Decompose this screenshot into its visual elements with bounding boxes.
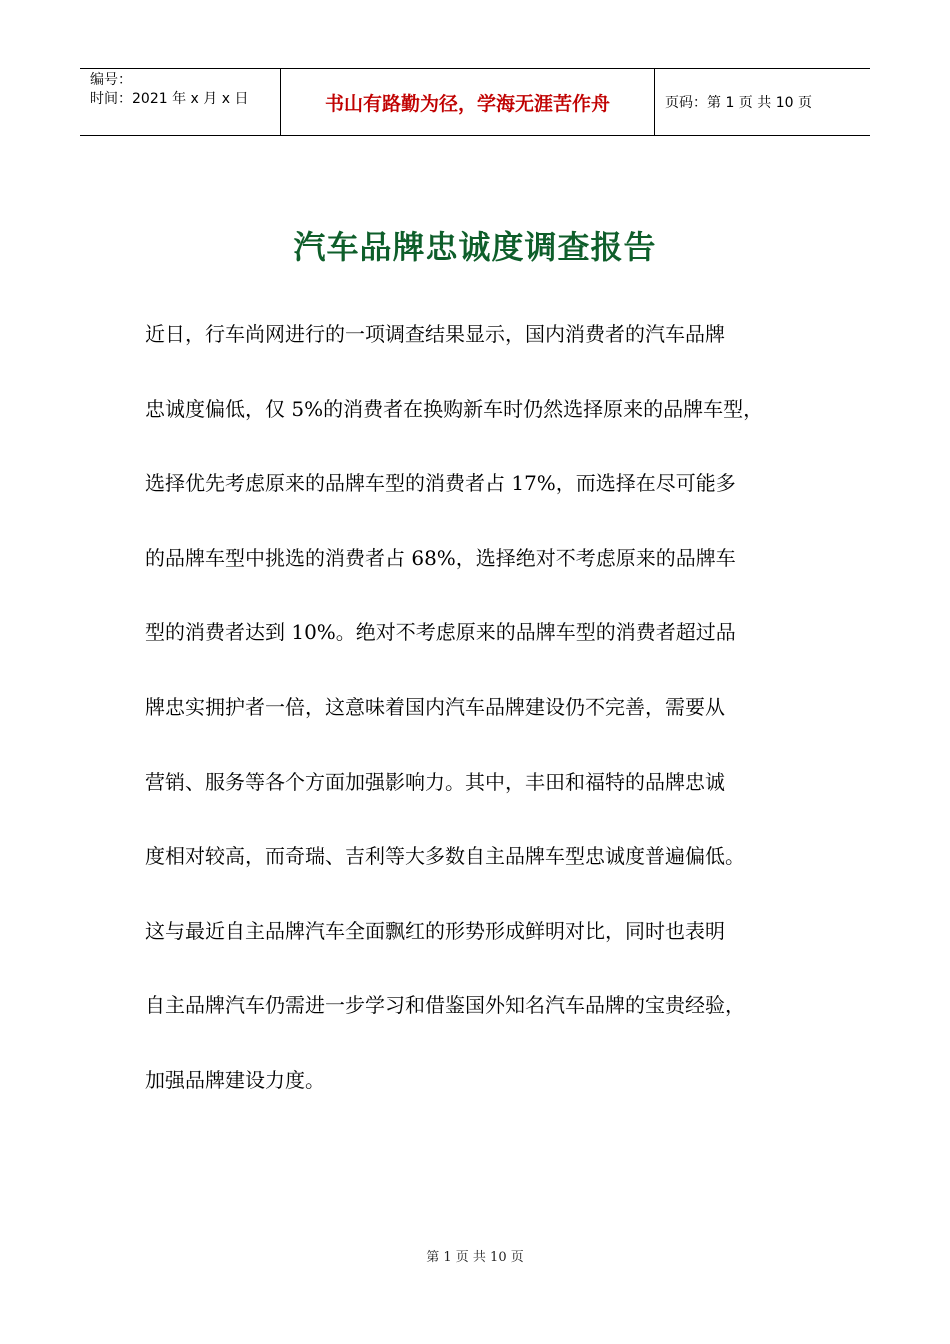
time-label: 时间：2021 年 x 月 x 日 bbox=[90, 91, 249, 107]
header-meta bbox=[80, 69, 281, 135]
body-text bbox=[145, 318, 845, 1139]
body-line: 自主品牌汽车仍需进一步学习和借鉴国外知名汽车品牌的宝贵经验， bbox=[145, 993, 745, 1018]
body-line: 营销、服务等各个方面加强影响力。其中，丰田和福特的品牌忠诚 bbox=[145, 769, 725, 794]
body-line: 度相对较高，而奇瑞、吉利等大多数自主品牌车型忠诚度普遍偏低。 bbox=[145, 844, 745, 869]
header-motto: 书山有路勤为径，学海无涯苦作舟 bbox=[281, 69, 655, 135]
body-line: 这与最近自主品牌汽车全面飘红的形势形成鲜明对比，同时也表明 bbox=[145, 918, 725, 943]
header-page-info: 页码：第 1 页 共 10 页 bbox=[665, 95, 812, 111]
body-line: 选择优先考虑原来的品牌车型的消费者占 17%，而选择在尽可能多 bbox=[145, 471, 736, 496]
body-line: 的品牌车型中挑选的消费者占 68%，选择绝对不考虑原来的品牌车 bbox=[145, 545, 736, 570]
page-footer: 第 1 页 共 10 页 bbox=[426, 1250, 524, 1265]
body-line: 忠诚度偏低，仅 5%的消费者在换购新车时仍然选择原来的品牌车型， bbox=[145, 396, 764, 421]
body-line: 牌忠实拥护者一倍，这意味着国内汽车品牌建设仍不完善，需要从 bbox=[145, 694, 725, 719]
document-title: 汽车品牌忠诚度调查报告 bbox=[293, 228, 657, 266]
body-line: 近日，行车尚网进行的一项调查结果显示，国内消费者的汽车品牌 bbox=[145, 322, 725, 346]
page-header bbox=[80, 68, 870, 136]
body-line: 型的消费者达到 10%。绝对不考虑原来的品牌车型的消费者超过品 bbox=[145, 620, 736, 645]
body-line: 加强品牌建设力度。 bbox=[145, 1067, 325, 1092]
number-label: 编号： bbox=[90, 72, 132, 88]
